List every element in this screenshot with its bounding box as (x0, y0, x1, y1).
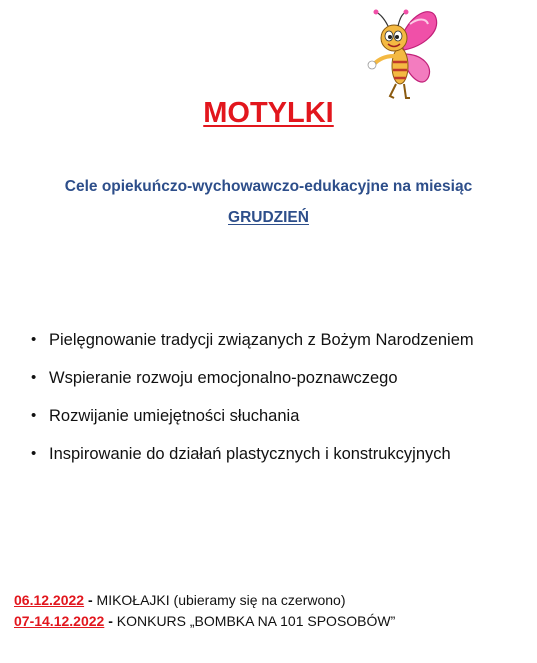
event-text: MIKOŁAJKI (ubieramy się na czerwono) (96, 592, 346, 608)
goal-text: Inspirowanie do działań plastycznych i konstrukcyjnych (49, 445, 451, 463)
bullet-icon: • (31, 445, 37, 462)
bullet-icon: • (31, 369, 37, 386)
butterfly-icon (360, 4, 440, 104)
event-item (14, 592, 395, 613)
event-separator: - (104, 613, 117, 629)
month-heading (0, 209, 537, 227)
page-subtitle: Cele opiekuńczo-wychowawczo-edukacyjne na miesiąc (64, 178, 473, 195)
goal-text: Rozwijanie umiejętności słuchania (49, 407, 300, 425)
events-list (14, 592, 395, 634)
goal-text: Wspieranie rozwoju emocjonalno-poznawczego (49, 369, 398, 387)
event-separator: - (84, 592, 97, 608)
event-date: 06.12.2022 (14, 592, 85, 608)
event-item (14, 613, 395, 634)
bullet-icon: • (31, 407, 37, 424)
month-text: GRUDZIEŃ (228, 209, 309, 226)
event-text: KONKURS „BOMBKA NA 101 SPOSOBÓW” (116, 613, 396, 629)
page-title (0, 97, 537, 130)
event-date: 07-14.12.2022 (14, 613, 105, 629)
title-text: MOTYLKI (203, 97, 334, 129)
goal-text: Pielęgnowanie tradycji związanych z Bożym Narodzeniem (49, 331, 474, 349)
bullet-icon: • (31, 331, 37, 348)
